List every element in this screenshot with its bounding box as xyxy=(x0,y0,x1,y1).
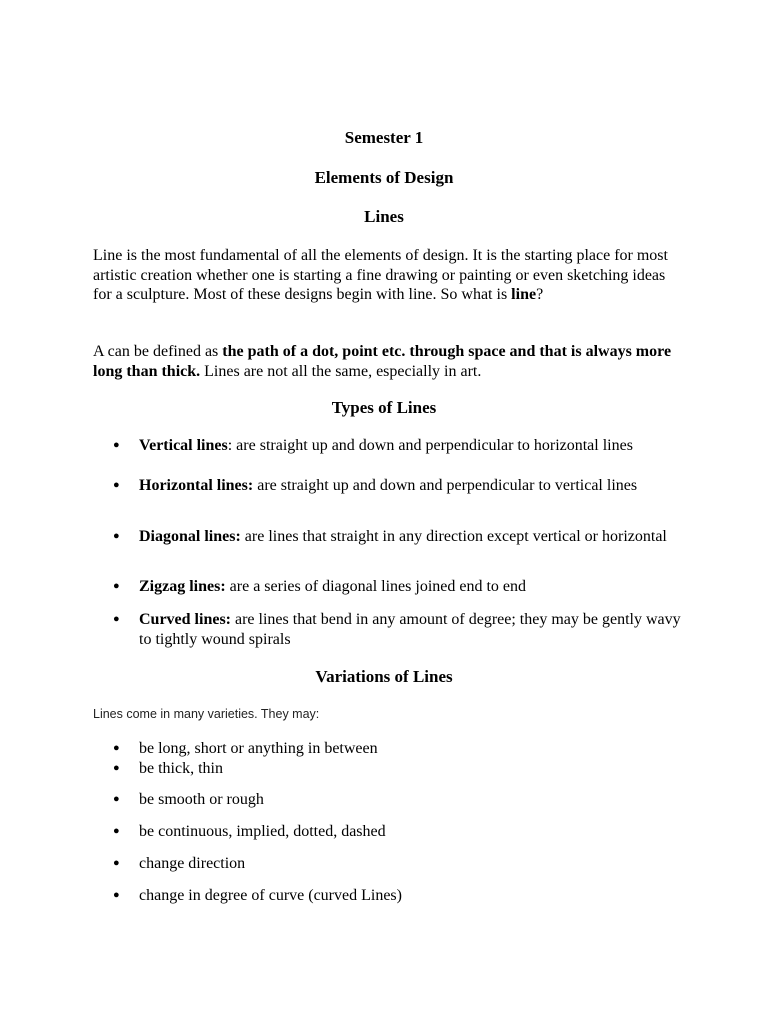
variation-text: change in degree of curve (curved Lines) xyxy=(139,887,402,904)
definition-tail: Lines are not all the same, especially in art. xyxy=(200,362,482,380)
list-item-zigzag-lines xyxy=(113,577,683,597)
variations-of-lines-heading: Variations of Lines xyxy=(315,667,453,686)
list-item-horizontal-lines xyxy=(113,476,683,496)
bullet-icon: ● xyxy=(113,580,120,592)
description: are a series of diagonal lines joined end to end xyxy=(225,578,527,595)
list-item-variation xyxy=(113,739,683,759)
lines-heading: Lines xyxy=(364,207,404,226)
variation-text: be long, short or anything in between xyxy=(139,740,378,757)
intro-end: ? xyxy=(536,286,544,303)
term: Horizontal lines: xyxy=(139,477,254,494)
bullet-icon: ● xyxy=(113,613,120,625)
bullet-icon: ● xyxy=(113,762,120,774)
description: are straight up and down and perpendicular to vertical lines xyxy=(253,477,638,494)
bullet-icon: ● xyxy=(113,793,120,805)
intro-text: Line is the most fundamental of all the elements of design. It is the starting place for most artistic creation whether one is starting a fine drawing or painting or even sketching ideas for a sculpture. Most of these designs begin with line. So what is xyxy=(93,247,668,303)
intro-bold-term: line xyxy=(511,286,537,303)
bullet-icon: ● xyxy=(113,439,120,451)
bullet-icon: ● xyxy=(113,825,120,837)
list-item-vertical-lines xyxy=(113,436,683,456)
bullet-icon: ● xyxy=(113,530,120,542)
term: Diagonal lines: xyxy=(139,528,241,545)
definition-paragraph xyxy=(93,342,683,381)
list-item-variation xyxy=(113,759,683,779)
intro-paragraph xyxy=(93,246,683,305)
bullet-icon: ● xyxy=(113,742,120,754)
bullet-icon: ● xyxy=(113,479,120,491)
bullet-icon: ● xyxy=(113,889,120,901)
list-item-diagonal-lines xyxy=(113,527,683,547)
bullet-icon: ● xyxy=(113,857,120,869)
definition-bold: the path of a dot, point etc. through space and that is always more long than thick. xyxy=(93,343,672,380)
variation-text: be smooth or rough xyxy=(139,791,264,808)
variation-text: be thick, thin xyxy=(139,760,223,777)
variation-text: change direction xyxy=(139,855,246,872)
term: Curved lines: xyxy=(139,611,231,628)
list-item-variation xyxy=(113,822,683,842)
term: Zigzag lines: xyxy=(139,578,226,595)
description: are lines that straight in any direction except vertical or horizontal xyxy=(240,528,667,545)
elements-of-design-heading: Elements of Design xyxy=(314,168,454,187)
semester-heading: Semester 1 xyxy=(344,128,424,147)
list-item-variation xyxy=(113,886,683,906)
list-item-variation xyxy=(113,854,683,874)
description: are lines that bend in any amount of degree; they may be gently wavy to tightly wound spirals xyxy=(139,611,681,648)
list-item-curved-lines xyxy=(113,610,683,649)
types-of-lines-heading: Types of Lines xyxy=(331,398,437,417)
term: Vertical lines xyxy=(139,437,228,454)
description: : are straight up and down and perpendicular to horizontal lines xyxy=(227,437,633,454)
variations-intro: Lines come in many varieties. They may: xyxy=(93,707,320,721)
list-item-variation xyxy=(113,790,683,810)
definition-lead: A can be defined as xyxy=(93,343,223,360)
variation-text: be continuous, implied, dotted, dashed xyxy=(139,823,386,840)
